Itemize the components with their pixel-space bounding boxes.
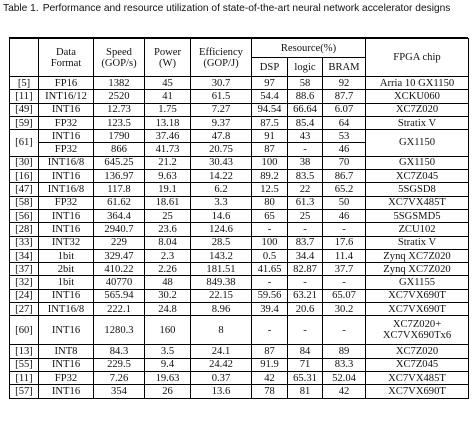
cell-fpga-chip: XC7VX690T <box>366 289 469 302</box>
cell-bram: 11.4 <box>323 249 366 262</box>
cell-efficiency: 6.2 <box>191 183 252 196</box>
cell-fpga-chip: XC7VX485T <box>366 371 469 384</box>
cell-power: 18.61 <box>145 196 191 209</box>
cell-ref: [30] <box>10 156 39 169</box>
cell-ref: [32] <box>10 276 39 289</box>
cell-ref: [57] <box>10 385 39 398</box>
cell-logic: 85.4 <box>288 116 323 129</box>
table-row <box>10 156 469 169</box>
cell-ref: [58] <box>10 196 39 209</box>
cell-ref: [60] <box>10 316 39 345</box>
cell-fpga-chip <box>366 316 469 345</box>
cell-logic: 20.6 <box>288 303 323 316</box>
cell-fpga-chip: XC7VX485T <box>366 196 469 209</box>
cell-ref: [27] <box>10 303 39 316</box>
cell-efficiency: 24.42 <box>191 358 252 371</box>
cell-efficiency: 47.8 <box>191 130 252 143</box>
cell-speed: 565.94 <box>94 289 145 302</box>
cell-bram: - <box>323 276 366 289</box>
cell-logic: - <box>288 316 323 345</box>
cell-fpga-chip: XC7Z045 <box>366 358 469 371</box>
cell-format: INT16 <box>39 316 94 345</box>
cell-bram: - <box>323 316 366 345</box>
cell-speed: 2520 <box>94 90 145 103</box>
cell-fpga-chip: GX1155 <box>366 276 469 289</box>
cell-logic: 25 <box>288 209 323 222</box>
cell-speed: 229 <box>94 236 145 249</box>
cell-fpga-chip: XC7Z020 <box>366 345 469 358</box>
cell-power: 26 <box>145 385 191 398</box>
cell-format: INT32 <box>39 236 94 249</box>
cell-dsp: 91 <box>252 130 288 143</box>
cell-logic: 61.3 <box>288 196 323 209</box>
cell-bram: 65.2 <box>323 183 366 196</box>
cell-ref: [37] <box>10 263 39 276</box>
cell-format: INT16 <box>39 289 94 302</box>
cell-format: INT16/12 <box>39 90 94 103</box>
cell-fpga-chip: XC7Z045 <box>366 170 469 183</box>
cell-speed: 354 <box>94 385 145 398</box>
header-logic: logic <box>288 58 323 77</box>
cell-bram: 37.7 <box>323 263 366 276</box>
cell-efficiency: 8.96 <box>191 303 252 316</box>
cell-fpga-chip: XC7VX690T <box>366 303 469 316</box>
cell-format: INT16 <box>39 209 94 222</box>
cell-format: INT16 <box>39 385 94 398</box>
cell-bram: 53 <box>323 130 366 143</box>
cell-fpga-chip: Arria 10 GX1150 <box>366 77 469 90</box>
cell-ref: [24] <box>10 289 39 302</box>
cell-power: 19.1 <box>145 183 191 196</box>
cell-efficiency: 9.37 <box>191 116 252 129</box>
cell-logic: 71 <box>288 358 323 371</box>
table-row <box>10 316 469 345</box>
cell-ref: [28] <box>10 223 39 236</box>
cell-power: 13.18 <box>145 116 191 129</box>
cell-speed: 2940.7 <box>94 223 145 236</box>
cell-bram: 6.07 <box>323 103 366 116</box>
cell-dsp: 59.56 <box>252 289 288 302</box>
cell-fpga-chip: ZCU102 <box>366 223 469 236</box>
cell-logic: 65.31 <box>288 371 323 384</box>
cell-format: INT16 <box>39 130 94 143</box>
header-ref <box>10 39 39 77</box>
table-row <box>10 223 469 236</box>
table-row <box>10 276 469 289</box>
cell-dsp: 91.9 <box>252 358 288 371</box>
cell-dsp: 100 <box>252 236 288 249</box>
cell-speed: 329.47 <box>94 249 145 262</box>
cell-speed: 1280.3 <box>94 316 145 345</box>
cell-bram: 64 <box>323 116 366 129</box>
cell-speed: 222.1 <box>94 303 145 316</box>
cell-bram: 42 <box>323 385 366 398</box>
cell-format: FP32 <box>39 116 94 129</box>
cell-power: 37.46 <box>145 130 191 143</box>
cell-ref: [59] <box>10 116 39 129</box>
cell-bram: 46 <box>323 143 366 156</box>
cell-fpga-chip: Zynq XC7Z020 <box>366 249 469 262</box>
cell-bram: 83.3 <box>323 358 366 371</box>
cell-dsp: - <box>252 223 288 236</box>
cell-power: 2.3 <box>145 249 191 262</box>
cell-dsp: 41.65 <box>252 263 288 276</box>
cell-speed: 1790 <box>94 130 145 143</box>
cell-ref: [5] <box>10 77 39 90</box>
cell-power: 45 <box>145 77 191 90</box>
cell-power: 41 <box>145 90 191 103</box>
cell-format: FP32 <box>39 143 94 156</box>
cell-efficiency: 0.37 <box>191 371 252 384</box>
cell-ref: [34] <box>10 249 39 262</box>
table-row <box>10 358 469 371</box>
header-resource: Resource(%) <box>252 39 366 58</box>
cell-logic: 34.4 <box>288 249 323 262</box>
cell-fpga-chip: XC7VX690T <box>366 385 469 398</box>
cell-bram: - <box>323 223 366 236</box>
table-row <box>10 196 469 209</box>
cell-fpga-chip-line2: XC7VX690Tx6 <box>382 330 452 342</box>
header-dsp: DSP <box>252 58 288 77</box>
cell-efficiency: 22.15 <box>191 289 252 302</box>
cell-power: 24.8 <box>145 303 191 316</box>
cell-speed: 866 <box>94 143 145 156</box>
cell-speed: 1382 <box>94 77 145 90</box>
cell-dsp: 89.2 <box>252 170 288 183</box>
header-efficiency: Efficiency (GOP/J) <box>191 39 252 77</box>
cell-fpga-chip: GX1150 <box>366 156 469 169</box>
cell-dsp: 87 <box>252 345 288 358</box>
cell-speed: 123.5 <box>94 116 145 129</box>
cell-fpga-chip-line1: XC7Z020+ <box>392 319 442 331</box>
cell-dsp: 100 <box>252 156 288 169</box>
cell-logic: 88.6 <box>288 90 323 103</box>
cell-fpga-chip: GX1150 <box>366 130 469 157</box>
cell-power: 9.63 <box>145 170 191 183</box>
cell-format: INT16/8 <box>39 183 94 196</box>
cell-speed: 117.8 <box>94 183 145 196</box>
cell-efficiency: 849.38 <box>191 276 252 289</box>
cell-logic: 84 <box>288 345 323 358</box>
cell-efficiency: 14.6 <box>191 209 252 222</box>
cell-dsp: - <box>252 316 288 345</box>
cell-efficiency: 30.7 <box>191 77 252 90</box>
header-fpga-chip: FPGA chip <box>366 39 469 77</box>
cell-power: 30.2 <box>145 289 191 302</box>
cell-dsp: 94.54 <box>252 103 288 116</box>
cell-bram: 70 <box>323 156 366 169</box>
cell-power: 25 <box>145 209 191 222</box>
cell-efficiency: 8 <box>191 316 252 345</box>
cell-logic: - <box>288 143 323 156</box>
cell-format: INT16 <box>39 223 94 236</box>
cell-format: INT16 <box>39 103 94 116</box>
cell-efficiency: 24.1 <box>191 345 252 358</box>
cell-format: INT8 <box>39 345 94 358</box>
cell-speed: 410.22 <box>94 263 145 276</box>
cell-fpga-chip: XC7Z020 <box>366 103 469 116</box>
cell-fpga-chip: XCKU060 <box>366 90 469 103</box>
cell-bram: 89 <box>323 345 366 358</box>
cell-dsp: 78 <box>252 385 288 398</box>
cell-power: 19.63 <box>145 371 191 384</box>
header-power: Power (W) <box>145 39 191 77</box>
cell-efficiency: 3.3 <box>191 196 252 209</box>
caption-label: Table 1. <box>3 3 39 14</box>
cell-fpga-chip: 5SGSMD5 <box>366 209 469 222</box>
cell-power: 1.75 <box>145 103 191 116</box>
table-row <box>10 236 469 249</box>
cell-efficiency: 20.75 <box>191 143 252 156</box>
cell-format: INT16/8 <box>39 303 94 316</box>
cell-bram: 65.07 <box>323 289 366 302</box>
cell-ref: [56] <box>10 209 39 222</box>
cell-efficiency: 124.6 <box>191 223 252 236</box>
cell-power: 23.6 <box>145 223 191 236</box>
cell-format: 2bit <box>39 263 94 276</box>
cell-bram: 30.2 <box>323 303 366 316</box>
cell-bram: 92 <box>323 77 366 90</box>
cell-logic: - <box>288 223 323 236</box>
cell-ref: [55] <box>10 358 39 371</box>
cell-logic: 82.87 <box>288 263 323 276</box>
cell-logic: 81 <box>288 385 323 398</box>
cell-speed: 136.97 <box>94 170 145 183</box>
cell-bram: 17.6 <box>323 236 366 249</box>
cell-power: 21.2 <box>145 156 191 169</box>
cell-efficiency: 13.6 <box>191 385 252 398</box>
table-row <box>10 303 469 316</box>
cell-fpga-chip: 5SGSD8 <box>366 183 469 196</box>
cell-speed: 84.3 <box>94 345 145 358</box>
cell-dsp: 97 <box>252 77 288 90</box>
cell-dsp: - <box>252 276 288 289</box>
cell-power: 9.4 <box>145 358 191 371</box>
header-bram: BRAM <box>323 58 366 77</box>
cell-speed: 229.5 <box>94 358 145 371</box>
cell-format: FP32 <box>39 371 94 384</box>
cell-ref: [11] <box>10 90 39 103</box>
cell-dsp: 39.4 <box>252 303 288 316</box>
table-row <box>10 385 469 398</box>
cell-logic: 83.5 <box>288 170 323 183</box>
cell-format: 1bit <box>39 249 94 262</box>
cell-ref: [13] <box>10 345 39 358</box>
cell-logic: 83.7 <box>288 236 323 249</box>
cell-dsp: 65 <box>252 209 288 222</box>
cell-dsp: 0.5 <box>252 249 288 262</box>
cell-efficiency: 61.5 <box>191 90 252 103</box>
table-row <box>10 170 469 183</box>
cell-logic: 58 <box>288 77 323 90</box>
table-row <box>10 249 469 262</box>
cell-ref: [61] <box>10 130 39 157</box>
cell-ref: [47] <box>10 183 39 196</box>
cell-speed: 61.62 <box>94 196 145 209</box>
cell-efficiency: 28.5 <box>191 236 252 249</box>
cell-efficiency: 30.43 <box>191 156 252 169</box>
cell-ref: [11] <box>10 371 39 384</box>
cell-efficiency: 143.2 <box>191 249 252 262</box>
table-row <box>10 90 469 103</box>
table-row <box>10 263 469 276</box>
header-speed: Speed (GOP/s) <box>94 39 145 77</box>
cell-power: 2.26 <box>145 263 191 276</box>
cell-fpga-chip: Stratix V <box>366 116 469 129</box>
cell-power: 3.5 <box>145 345 191 358</box>
table-row <box>10 289 469 302</box>
cell-logic: 66.64 <box>288 103 323 116</box>
cell-power: 41.73 <box>145 143 191 156</box>
cell-fpga-chip: Zynq XC7Z020 <box>366 263 469 276</box>
cell-power: 8.04 <box>145 236 191 249</box>
table-row <box>10 116 469 129</box>
cell-dsp: 80 <box>252 196 288 209</box>
table-row <box>10 130 469 143</box>
cell-logic: 63.21 <box>288 289 323 302</box>
cell-logic: 38 <box>288 156 323 169</box>
cell-ref: [33] <box>10 236 39 249</box>
cell-dsp: 87.5 <box>252 116 288 129</box>
cell-dsp: 12.5 <box>252 183 288 196</box>
cell-efficiency: 14.22 <box>191 170 252 183</box>
cell-ref: [16] <box>10 170 39 183</box>
cell-logic: 22 <box>288 183 323 196</box>
cell-bram: 87.7 <box>323 90 366 103</box>
table-body <box>10 77 469 399</box>
cell-format: INT16 <box>39 358 94 371</box>
accelerator-table <box>9 38 469 399</box>
cell-power: 160 <box>145 316 191 345</box>
cell-dsp: 87 <box>252 143 288 156</box>
cell-efficiency: 181.51 <box>191 263 252 276</box>
cell-ref: [49] <box>10 103 39 116</box>
cell-speed: 645.25 <box>94 156 145 169</box>
cell-format: INT16 <box>39 170 94 183</box>
cell-bram: 46 <box>323 209 366 222</box>
header-data-format: Data Format <box>39 39 94 77</box>
cell-logic: 43 <box>288 130 323 143</box>
table-row <box>10 103 469 116</box>
cell-speed: 7.26 <box>94 371 145 384</box>
table-row <box>10 345 469 358</box>
cell-power: 48 <box>145 276 191 289</box>
table-row <box>10 77 469 90</box>
cell-dsp: 54.4 <box>252 90 288 103</box>
cell-fpga-chip: Stratix V <box>366 236 469 249</box>
cell-format: FP32 <box>39 196 94 209</box>
cell-speed: 364.4 <box>94 209 145 222</box>
caption-text: Performance and resource utilization of state-of-the-art neural network accelerator designs <box>42 3 451 14</box>
table-row <box>10 183 469 196</box>
cell-speed: 12.73 <box>94 103 145 116</box>
cell-speed: 40770 <box>94 276 145 289</box>
cell-format: INT16/8 <box>39 156 94 169</box>
cell-logic: - <box>288 276 323 289</box>
table-row <box>10 371 469 384</box>
cell-bram: 52.04 <box>323 371 366 384</box>
cell-format: FP16 <box>39 77 94 90</box>
cell-efficiency: 7.27 <box>191 103 252 116</box>
cell-bram: 86.7 <box>323 170 366 183</box>
cell-bram: 50 <box>323 196 366 209</box>
cell-format: 1bit <box>39 276 94 289</box>
cell-dsp: 42 <box>252 371 288 384</box>
table-row <box>10 209 469 222</box>
table-caption <box>0 0 474 17</box>
